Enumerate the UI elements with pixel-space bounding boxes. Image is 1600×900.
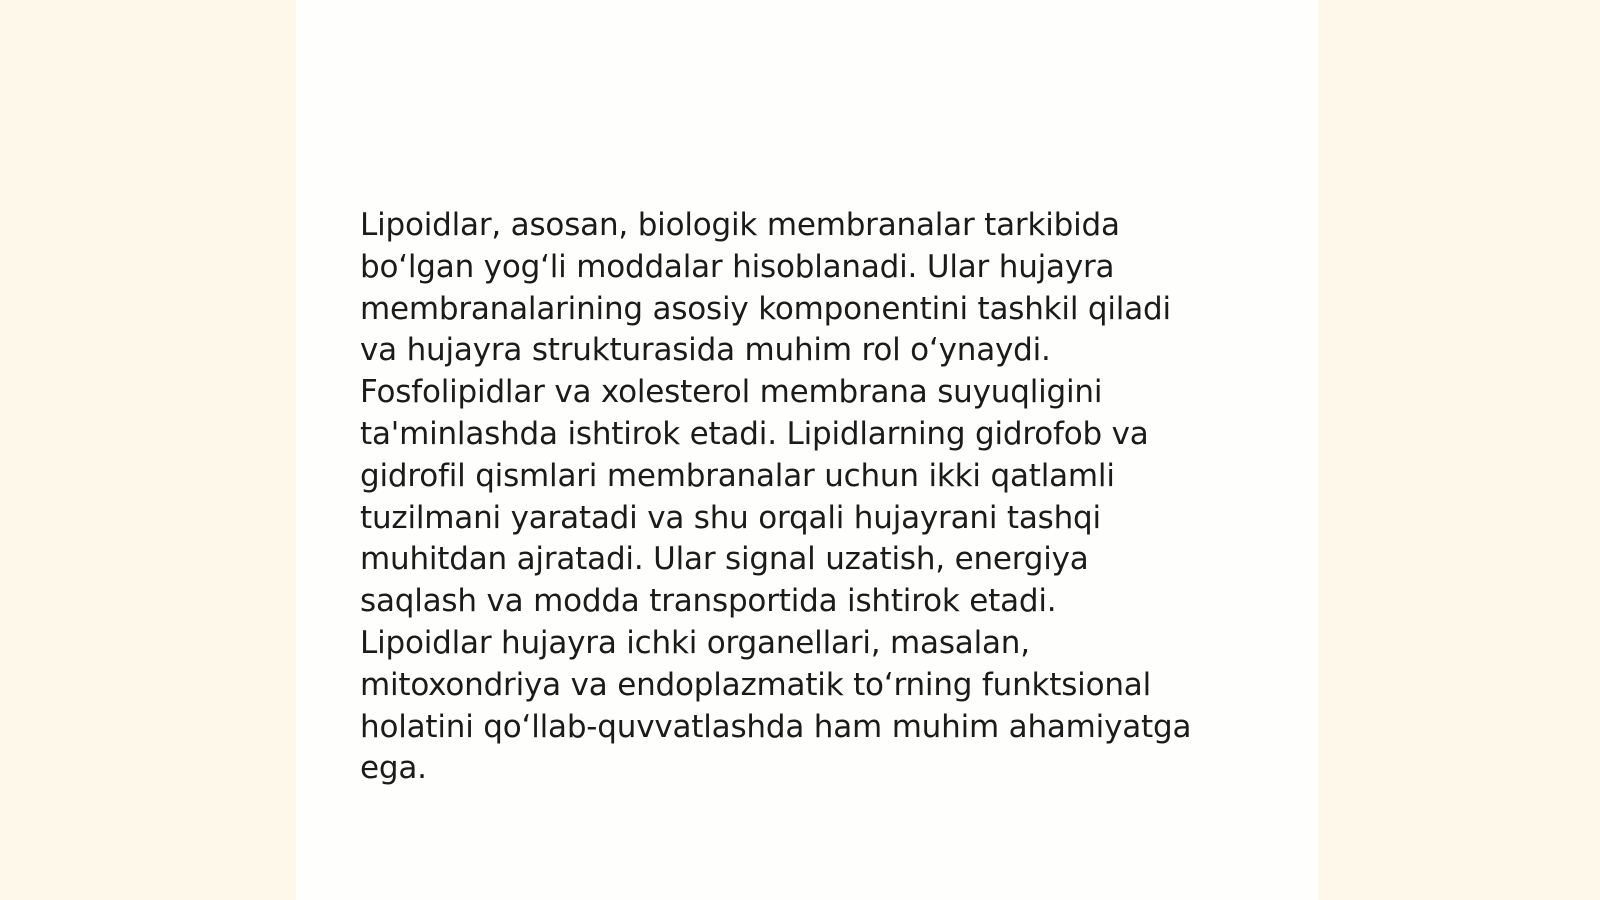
- text-line: Fosfolipidlar va xolesterol membrana suyuqligini: [360, 374, 1103, 411]
- text-line: tuzilmani yaratadi va shu orqali hujayrani tashqi: [360, 499, 1101, 536]
- text-line: bo‘lgan yog‘li moddalar hisoblanadi. Ular hujayra: [360, 248, 1115, 285]
- text-line: gidrofil qismlari membranalar uchun ikki qatlamli: [360, 457, 1115, 494]
- text-line: Lipoidlar, asosan, biologik membranalar tarkibida: [360, 207, 1120, 243]
- slide: [296, 0, 1318, 900]
- text-line: ta'minlashda ishtirok etadi. Lipidlarning gidrofob va: [360, 415, 1149, 452]
- text-line: Lipoidlar hujayra ichki organellari, masalan,: [360, 624, 1030, 661]
- text-line: va hujayra strukturasida muhim rol o‘ynaydi.: [360, 332, 1051, 369]
- text-line: membranalarining asosiy komponentini tashkil qiladi: [360, 290, 1171, 327]
- text-line: saqlash va modda transportida ishtirok etadi.: [360, 583, 1057, 620]
- text-line: muhitdan ajratadi. Ular signal uzatish, energiya: [360, 541, 1089, 578]
- text-line: ega.: [360, 750, 427, 787]
- text-line: holatini qo‘llab-quvvatlashda ham muhim ahamiyatga: [360, 708, 1192, 745]
- slide-body-text: [360, 205, 1260, 790]
- text-line: mitoxondriya va endoplazmatik to‘rning funktsional: [360, 666, 1152, 703]
